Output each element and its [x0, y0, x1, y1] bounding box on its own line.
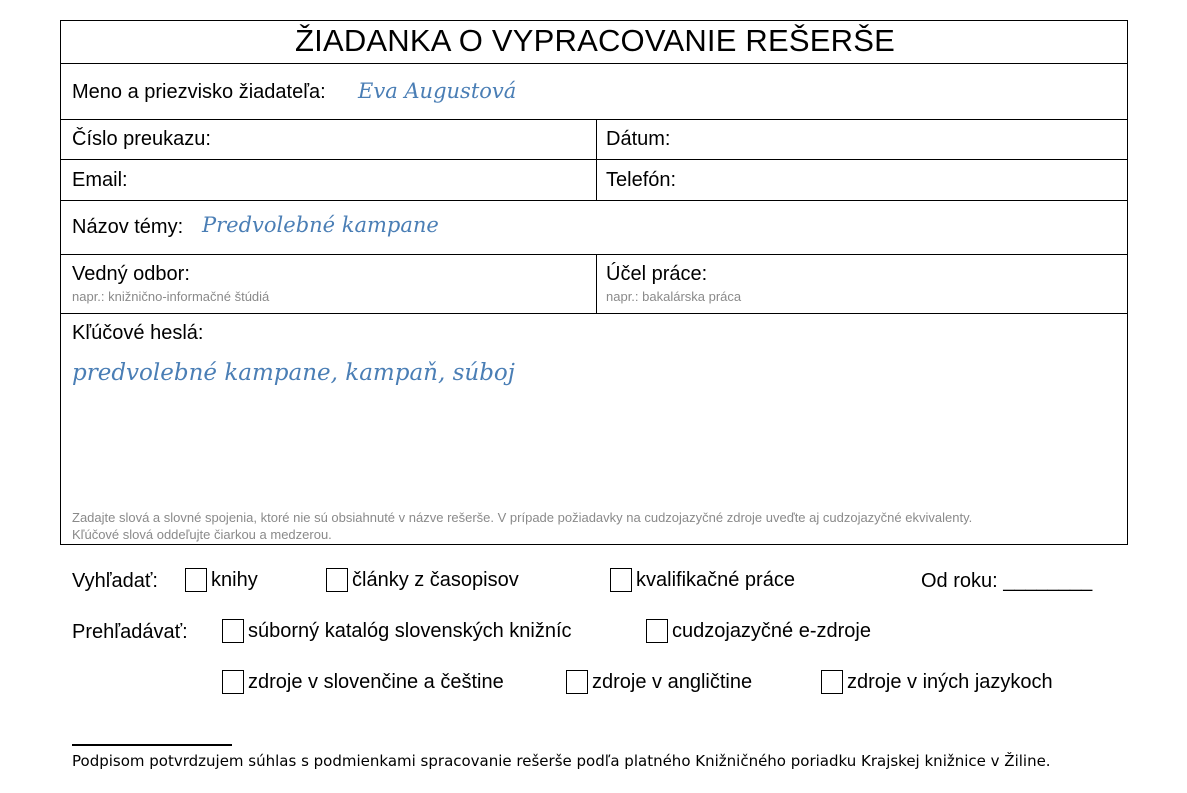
browse-label: Prehľadávať: [72, 621, 188, 643]
divider [61, 313, 1127, 314]
purpose-label: Účel práce: [606, 263, 708, 285]
field-hint: napr.: knižnično-informačné štúdiá [72, 289, 270, 304]
column-divider [596, 254, 597, 313]
keywords-label: Kľúčové heslá: [72, 322, 204, 344]
card-number-label: Číslo preukazu: [72, 128, 211, 150]
purpose-hint: napr.: bakalárska práca [606, 289, 742, 304]
catalog-checkbox[interactable] [222, 619, 244, 643]
english-label: zdroje v angličtine [592, 670, 753, 693]
divider [61, 200, 1127, 201]
name-value[interactable]: Eva Augustová [358, 79, 517, 103]
search-label: Vyhľadať: [72, 570, 158, 592]
theses-checkbox[interactable] [610, 568, 632, 592]
keywords-value[interactable]: predvolebné kampane, kampaň, súboj [72, 360, 515, 386]
topic-label: Názov témy: [72, 216, 184, 238]
theses-label: kvalifikačné práce [636, 568, 795, 591]
books-checkbox[interactable] [185, 568, 207, 592]
foreign-eresources-label: cudzojazyčné e-zdroje [672, 619, 871, 642]
browse-option-other-languages[interactable] [821, 670, 1053, 694]
email-label: Email: [72, 169, 128, 191]
other-languages-label: zdroje v iných jazykoch [847, 670, 1053, 693]
search-option-theses[interactable] [610, 568, 795, 592]
signature-consent-text: Podpisom potvrdzujem súhlas s podmienkami spracovanie rešerše podľa platného Knižničného poriadku Krajskej knižnice v Žiline. [72, 752, 1051, 770]
books-label: knihy [211, 568, 258, 591]
browse-option-slovak-czech[interactable] [222, 670, 504, 694]
topic-value[interactable]: Predvolebné kampane [202, 213, 439, 237]
keywords-hint-line1: Zadajte slová a slovné spojenia, ktoré nie sú obsiahnuté v názve rešerše. V prípade požiadavky na cudzojazyčné zdroje uveďte aj cudzojazyčné ekvivalenty. [72, 510, 973, 525]
name-label: Meno a priezvisko žiadateľa: [72, 81, 326, 103]
foreign-eresources-checkbox[interactable] [646, 619, 668, 643]
divider [61, 159, 1127, 160]
divider [61, 254, 1127, 255]
english-checkbox[interactable] [566, 670, 588, 694]
keywords-hint-line2: Kľúčové slová oddeľujte čiarkou a medzerou. [72, 527, 332, 542]
column-divider [596, 119, 597, 200]
signature-line[interactable] [72, 744, 232, 746]
date-label: Dátum: [606, 128, 671, 150]
articles-label: články z časopisov [352, 568, 519, 591]
slovak-czech-label: zdroje v slovenčine a češtine [248, 670, 504, 693]
other-languages-checkbox[interactable] [821, 670, 843, 694]
request-form-table [60, 20, 1128, 545]
form-title: ŽIADANKA O VYPRACOVANIE REŠERŠE [295, 23, 895, 58]
search-option-articles[interactable] [326, 568, 519, 592]
catalog-label: súborný katalóg slovenských knižníc [248, 619, 572, 642]
browse-option-foreign-eresources[interactable] [646, 619, 871, 643]
browse-option-english[interactable] [566, 670, 752, 694]
phone-label: Telefón: [606, 169, 677, 191]
browse-option-catalog[interactable] [222, 619, 572, 643]
from-year-field[interactable]: Od roku: ________ [921, 570, 1093, 592]
field-label: Vedný odbor: [72, 263, 190, 285]
divider [61, 119, 1127, 120]
articles-checkbox[interactable] [326, 568, 348, 592]
search-option-books[interactable] [185, 568, 258, 592]
divider [61, 63, 1127, 64]
slovak-czech-checkbox[interactable] [222, 670, 244, 694]
